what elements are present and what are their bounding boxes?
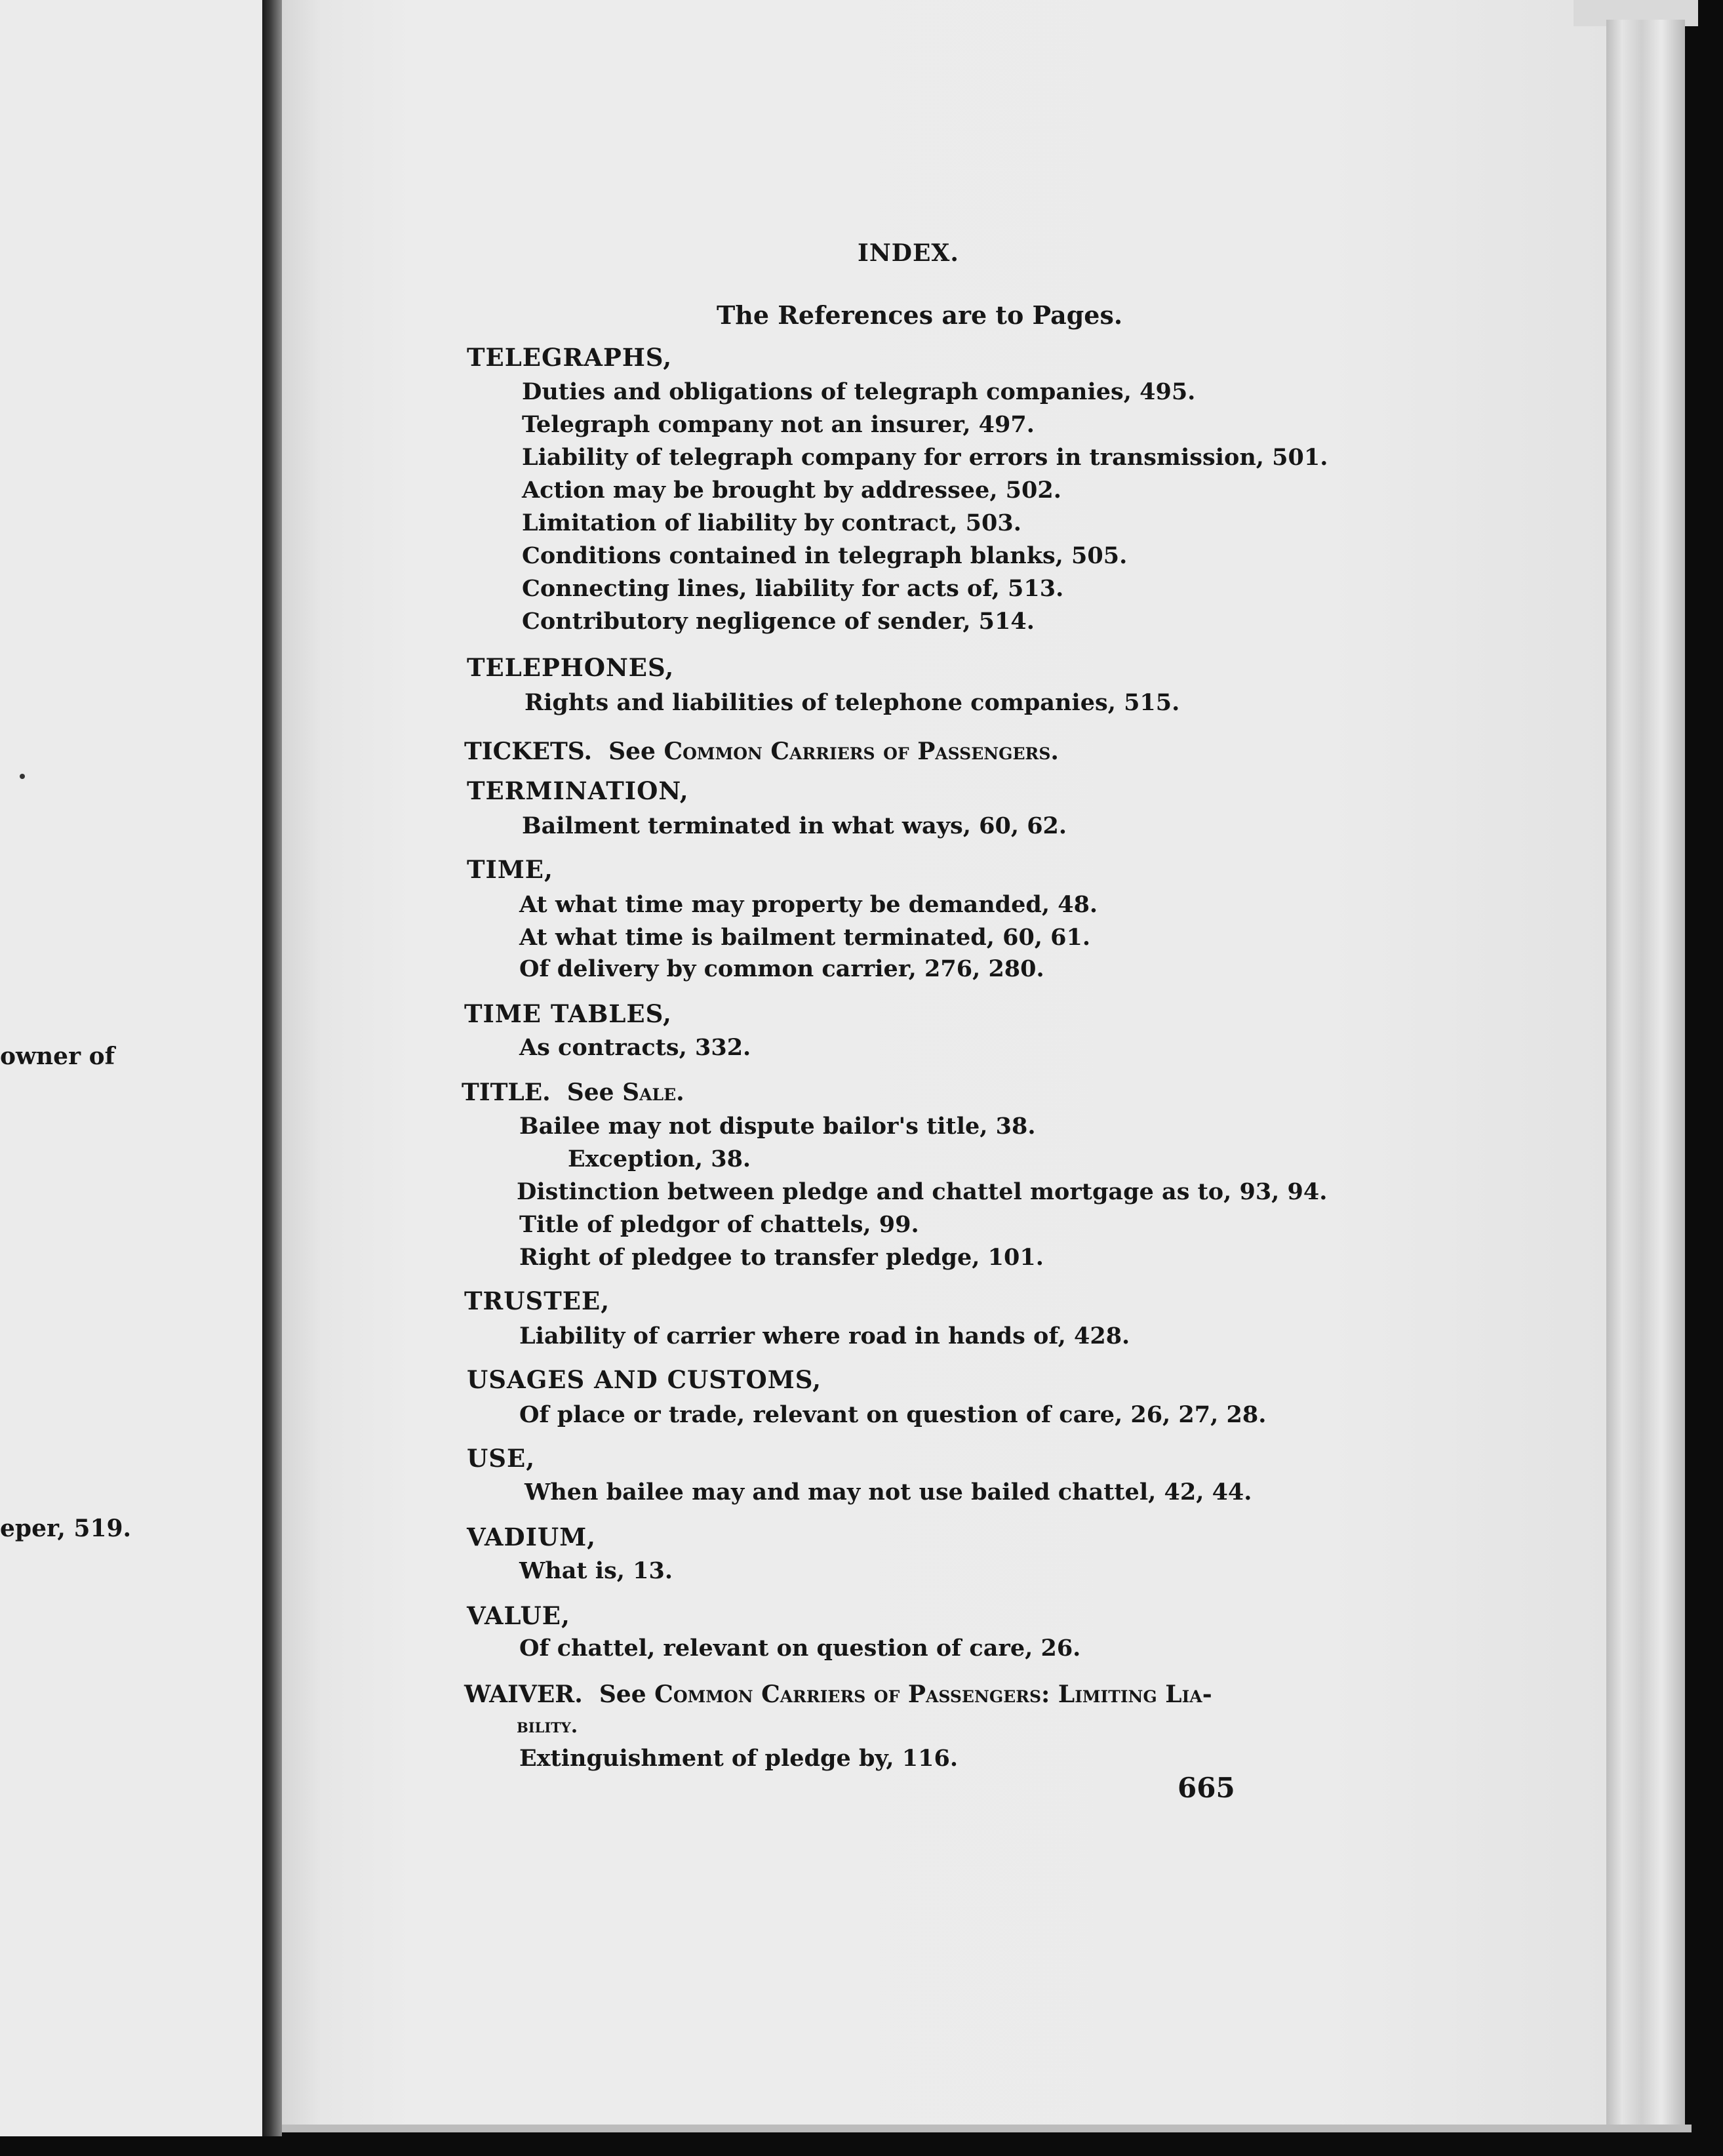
- index-line: Bailee may not dispute bailor's title, 38.: [519, 1113, 1036, 1140]
- index-line: What is, 13.: [519, 1557, 673, 1584]
- index-term: TRUSTEE,: [464, 1287, 610, 1315]
- index-line: At what time may property be demanded, 48.: [519, 891, 1098, 918]
- index-term: TIME,: [467, 855, 553, 884]
- index-subline: Exception, 38.: [568, 1146, 751, 1172]
- index-term: USAGES AND CUSTOMS,: [467, 1365, 822, 1394]
- index-term: TELEPHONES,: [467, 653, 675, 682]
- cross-reference: Sale.: [622, 1079, 684, 1106]
- index-line: Extinguishment of pledge by, 116.: [519, 1745, 959, 1772]
- page-subtitle: The References are to Pages.: [717, 300, 1123, 330]
- see-label: See: [566, 1079, 614, 1106]
- index-line: Distinction between pledge and chattel mortgage as to, 93, 94.: [517, 1178, 1328, 1205]
- page-number: 665: [1178, 1772, 1235, 1804]
- index-term: TITLE.: [462, 1079, 551, 1106]
- left-page-fragment: eper, 519.: [0, 1515, 132, 1542]
- index-line: As contracts, 332.: [519, 1034, 751, 1061]
- index-entry: [464, 1683, 1212, 1706]
- index-line: Telegraph company not an insurer, 497.: [522, 411, 1035, 438]
- see-label: See: [599, 1681, 646, 1708]
- index-line: Liability of telegraph company for errors in transmission, 501.: [522, 444, 1328, 471]
- index-term: TERMINATION,: [467, 776, 689, 805]
- index-term: TELEGRAPHS,: [467, 343, 673, 372]
- index-line: Bailment terminated in what ways, 60, 62.: [522, 812, 1067, 839]
- index-line: Contributory negligence of sender, 514.: [522, 608, 1035, 635]
- index-line: Right of pledgee to transfer pledge, 101.: [519, 1244, 1044, 1271]
- cross-reference: Common Carriers of Passengers: Limiting Lia-: [654, 1681, 1212, 1708]
- index-entry: [464, 740, 1059, 763]
- index-entry: [462, 1081, 684, 1104]
- index-line: Liability of carrier where road in hands of, 428.: [519, 1323, 1130, 1349]
- index-line: Of delivery by common carrier, 276, 280.: [519, 955, 1044, 982]
- cross-reference: Common Carriers of Passengers.: [663, 738, 1059, 765]
- index-line: Connecting lines, liability for acts of, 513.: [522, 575, 1064, 602]
- cross-reference-continuation: bility.: [517, 1715, 578, 1738]
- index-line: Of chattel, relevant on question of care, 26.: [519, 1635, 1081, 1662]
- see-label: See: [608, 738, 656, 765]
- index-line: Rights and liabilities of telephone companies, 515.: [525, 689, 1180, 716]
- index-line: When bailee may and may not use bailed chattel, 42, 44.: [525, 1479, 1252, 1506]
- index-line: Limitation of liability by contract, 503.: [522, 509, 1021, 536]
- index-term: VALUE,: [467, 1601, 570, 1630]
- page-edge: [1606, 20, 1685, 2128]
- index-line: Action may be brought by addressee, 502.: [522, 477, 1061, 504]
- index-line: Of place or trade, relevant on question of care, 26, 27, 28.: [519, 1401, 1267, 1428]
- left-page-fragment: owner of: [0, 1043, 115, 1070]
- left-page-mark: [20, 774, 25, 779]
- index-term: TIME TABLES,: [464, 999, 672, 1028]
- index-term: WAIVER.: [464, 1681, 583, 1708]
- index-line: Title of pledgor of chattels, 99.: [519, 1211, 919, 1238]
- page-title: INDEX.: [858, 239, 959, 267]
- index-term: TICKETS.: [464, 738, 593, 765]
- page-bottom-edge: [282, 2125, 1692, 2132]
- left-facing-page: [0, 0, 262, 2136]
- index-line: At what time is bailment terminated, 60, 61.: [519, 924, 1091, 951]
- index-line: Conditions contained in telegraph blanks, 505.: [522, 542, 1128, 569]
- index-line: Duties and obligations of telegraph companies, 495.: [522, 378, 1196, 405]
- book-gutter: [262, 0, 282, 2136]
- index-term: USE,: [467, 1444, 536, 1473]
- index-term: VADIUM,: [467, 1523, 597, 1551]
